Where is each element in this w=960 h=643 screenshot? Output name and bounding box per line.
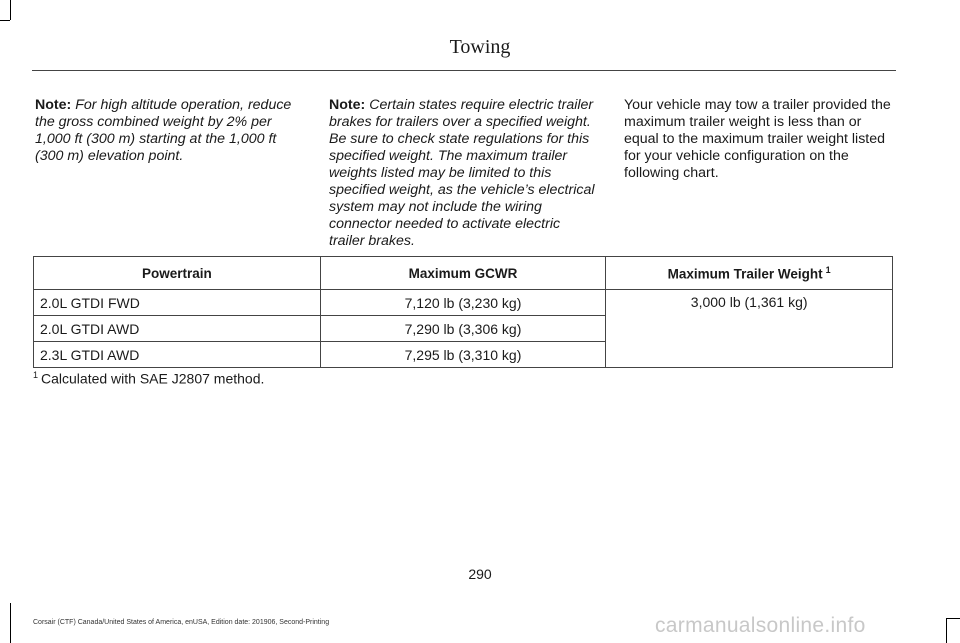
towing-table: [33, 256, 893, 368]
trailer-brakes-note: [329, 97, 599, 250]
title-divider: [32, 70, 896, 71]
page-number: 290: [468, 566, 492, 582]
crop-mark: [0, 20, 10, 21]
footnote-marker: 1: [33, 370, 39, 380]
crop-mark: [10, 0, 11, 20]
header-powertrain: Powertrain: [34, 257, 321, 290]
gcwr-cell: 7,120 lb (3,230 kg): [320, 290, 606, 316]
table-footnote: [33, 370, 264, 387]
table-header-row: [34, 257, 893, 290]
note-text: For high altitude operation, reduce the gross combined weight by 2% per 1,000 ft (300 m) starting at the 1,000 ft (300 m) elevation point.: [35, 97, 292, 164]
crop-mark: [10, 603, 11, 643]
powertrain-cell: 2.3L GTDI AWD: [34, 342, 321, 368]
page-title: Towing: [449, 36, 511, 58]
note-text: Certain states require electric trailer brakes for trailers over a specified weight. Be sure to check state regulations for this specified weight. The maximum trailer weights listed may be limited to this specified weight, as the vehicle’s electrical system may not include the wiring connector needed to activate electric trailer brakes.: [329, 97, 595, 249]
note-label: Note:: [35, 97, 72, 113]
header-max-trailer-weight: [606, 257, 893, 290]
header-max-gcwr: Maximum GCWR: [320, 257, 606, 290]
powertrain-cell: 2.0L GTDI FWD: [34, 290, 321, 316]
footnote-text: Calculated with SAE J2807 method.: [41, 370, 265, 387]
table-row: [34, 290, 893, 316]
watermark: carmanualsonline.info: [655, 614, 866, 637]
footnote-marker: 1: [825, 264, 831, 275]
powertrain-cell: 2.0L GTDI AWD: [34, 316, 321, 342]
gcwr-cell: 7,290 lb (3,306 kg): [320, 316, 606, 342]
gcwr-cell: 7,295 lb (3,310 kg): [320, 342, 606, 368]
towing-paragraph: Your vehicle may tow a trailer provided the maximum trailer weight is less than or equal to the maximum trailer weight listed for your vehicle configuration on the following chart.: [624, 97, 891, 181]
edition-line: Corsair (CTF) Canada/United States of America, enUSA, Edition date: 201906, Second-Printing: [33, 619, 330, 626]
header-label: Maximum Trailer Weight: [667, 266, 823, 282]
note-label: Note:: [329, 97, 366, 113]
trailer-weight-cell: 3,000 lb (1,361 kg): [606, 290, 893, 368]
crop-mark: [946, 618, 947, 643]
altitude-note: [35, 97, 305, 165]
crop-mark: [946, 618, 960, 619]
